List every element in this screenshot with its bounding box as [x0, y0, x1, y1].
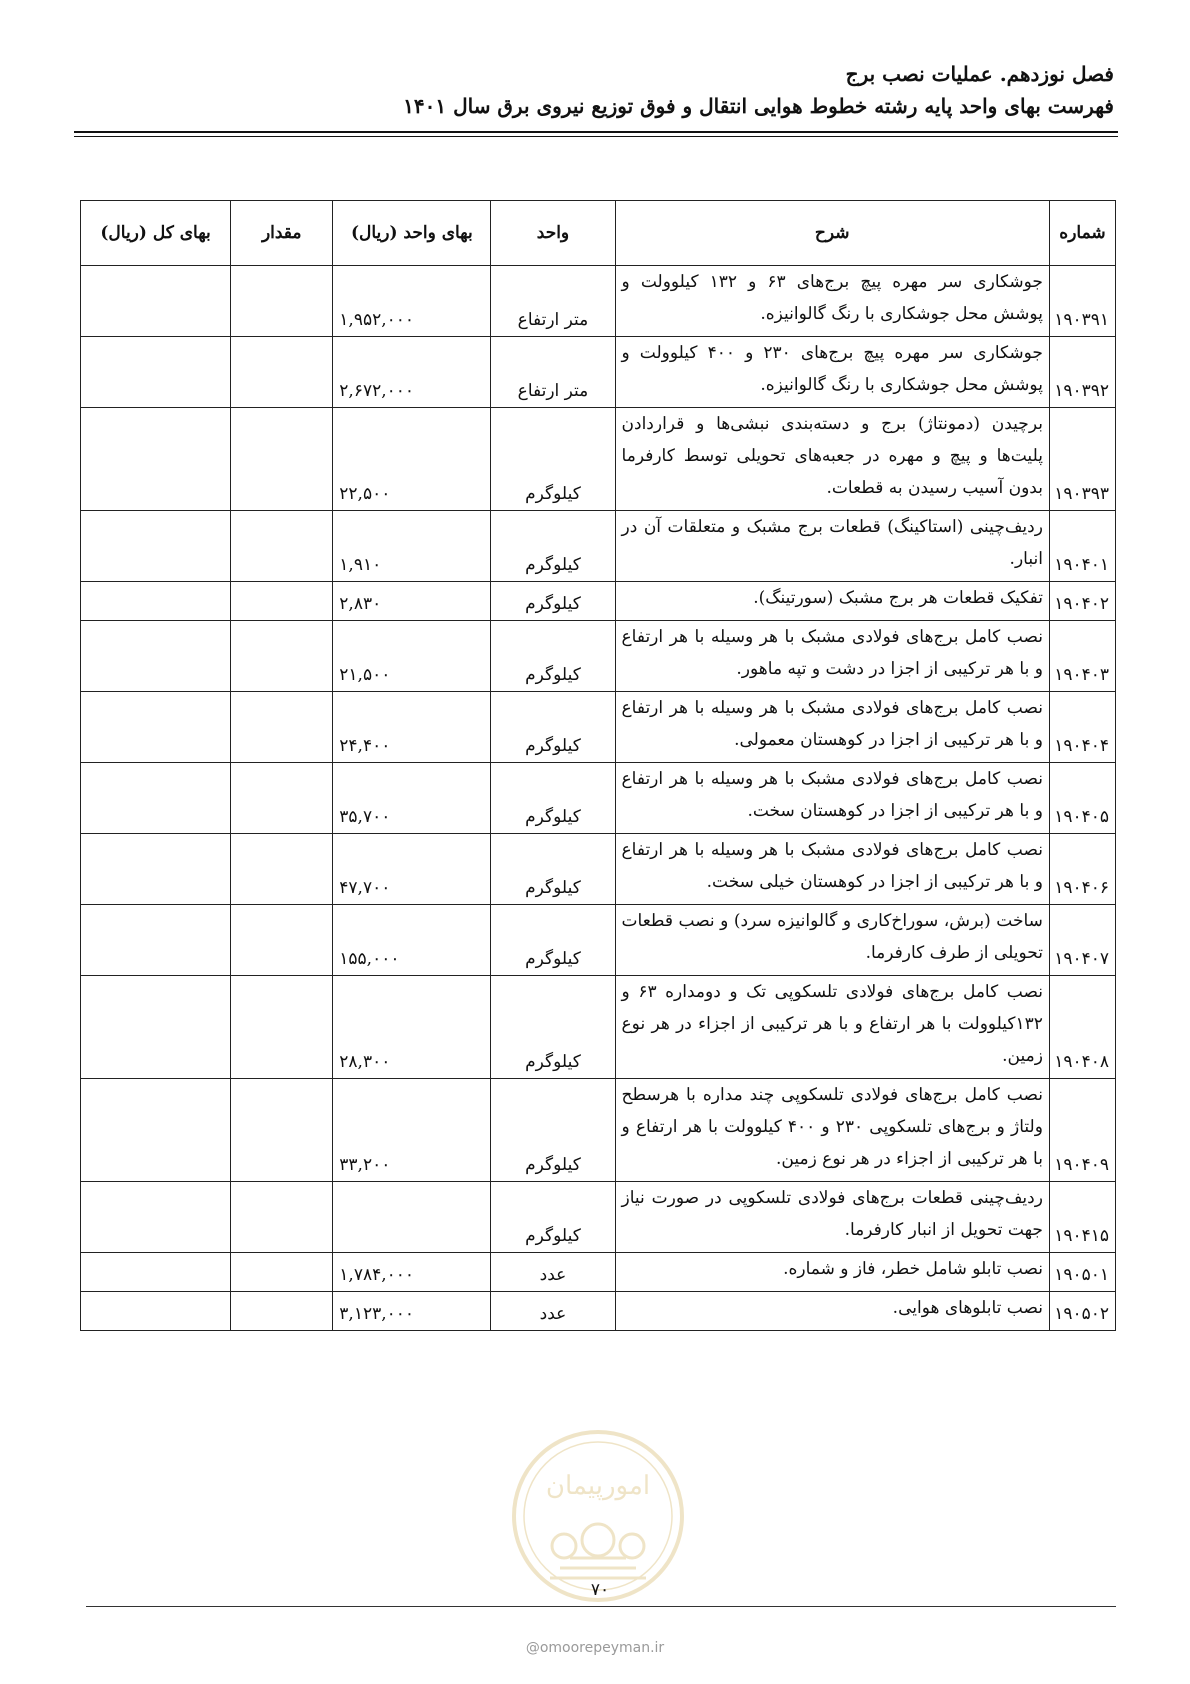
row-description: نصب تابلو شامل خطر، فاز و شماره. — [615, 1253, 1049, 1292]
row-unit: کیلوگرم — [491, 834, 615, 905]
row-unit-price: ۱,۹۱۰ — [333, 511, 491, 582]
table-row — [81, 1253, 1116, 1292]
row-quantity — [231, 1079, 333, 1182]
row-quantity — [231, 905, 333, 976]
price-table — [80, 200, 1116, 1331]
row-total-price — [81, 337, 231, 408]
row-unit-price: ۲۱,۵۰۰ — [333, 621, 491, 692]
row-unit-price: ۳۳,۲۰۰ — [333, 1079, 491, 1182]
row-unit: کیلوگرم — [491, 763, 615, 834]
row-unit-price: ۲۸,۳۰۰ — [333, 976, 491, 1079]
row-code: ۱۹۰۴۰۷ — [1049, 905, 1115, 976]
table-row — [81, 692, 1116, 763]
chapter-title: فصل نوزدهم. عملیات نصب برج — [845, 62, 1114, 86]
table-row — [81, 511, 1116, 582]
footer-rule — [86, 1606, 1116, 1607]
row-unit: کیلوگرم — [491, 511, 615, 582]
row-total-price — [81, 408, 231, 511]
table-row — [81, 763, 1116, 834]
row-code: ۱۹۰۴۰۵ — [1049, 763, 1115, 834]
row-code: ۱۹۰۴۰۶ — [1049, 834, 1115, 905]
row-total-price — [81, 905, 231, 976]
row-description: ساخت (برش، سوراخ‌کاری و گالوانیزه سرد) و نصب قطعات تحویلی از طرف کارفرما. — [615, 905, 1049, 976]
watermark-text: امورپیمان — [545, 1471, 651, 1501]
table-header-row — [81, 201, 1116, 266]
row-total-price — [81, 1292, 231, 1331]
row-total-price — [81, 621, 231, 692]
row-total-price — [81, 692, 231, 763]
row-total-price — [81, 582, 231, 621]
row-description: جوشکاری سر مهره پیچ برج‌های ۶۳ و ۱۳۲ کیلوولت و پوشش محل جوشکاری با رنگ گالوانیزه. — [615, 266, 1049, 337]
header-price: بهای واحد (ریال) — [333, 201, 491, 266]
row-description: نصب تابلوهای هوایی. — [615, 1292, 1049, 1331]
row-quantity — [231, 1182, 333, 1253]
row-total-price — [81, 511, 231, 582]
header-rule-thin — [74, 136, 1118, 137]
row-code: ۱۹۰۴۰۴ — [1049, 692, 1115, 763]
row-quantity — [231, 763, 333, 834]
row-unit-price: ۳۵,۷۰۰ — [333, 763, 491, 834]
row-total-price — [81, 1253, 231, 1292]
header-total: بهای کل (ریال) — [81, 201, 231, 266]
row-unit-price: ۲۴,۴۰۰ — [333, 692, 491, 763]
row-unit: کیلوگرم — [491, 1079, 615, 1182]
table-row — [81, 582, 1116, 621]
row-unit: کیلوگرم — [491, 582, 615, 621]
row-description: نصب کامل برج‌های فولادی مشبک با هر وسیله با هر ارتفاع و با هر ترکیبی از اجزا در دشت و تپه ماهور. — [615, 621, 1049, 692]
page-header — [74, 58, 1114, 122]
watermark-logo-icon — [510, 1428, 686, 1604]
page-number: ۷۰ — [590, 1580, 610, 1600]
row-quantity — [231, 511, 333, 582]
row-total-price — [81, 763, 231, 834]
row-unit-price: ۱۵۵,۰۰۰ — [333, 905, 491, 976]
table-row — [81, 1079, 1116, 1182]
row-unit-price: ۱,۹۵۲,۰۰۰ — [333, 266, 491, 337]
row-total-price — [81, 266, 231, 337]
row-description: جوشکاری سر مهره پیچ برج‌های ۲۳۰ و ۴۰۰ کیلوولت و پوشش محل جوشکاری با رنگ گالوانیزه. — [615, 337, 1049, 408]
table-row — [81, 621, 1116, 692]
header-code: شماره — [1049, 201, 1115, 266]
row-quantity — [231, 337, 333, 408]
table-row — [81, 408, 1116, 511]
row-unit: متر ارتفاع — [491, 337, 615, 408]
row-code: ۱۹۰۳۹۳ — [1049, 408, 1115, 511]
row-description: نصب کامل برج‌های فولادی مشبک با هر وسیله با هر ارتفاع و با هر ترکیبی از اجزا در کوهستان خیلی سخت. — [615, 834, 1049, 905]
row-unit-price — [333, 1182, 491, 1253]
row-unit-price: ۴۷,۷۰۰ — [333, 834, 491, 905]
row-unit-price: ۲,۶۷۲,۰۰۰ — [333, 337, 491, 408]
row-quantity — [231, 582, 333, 621]
table-row — [81, 976, 1116, 1079]
row-unit: متر ارتفاع — [491, 266, 615, 337]
row-description: نصب کامل برج‌های فولادی مشبک با هر وسیله با هر ارتفاع و با هر ترکیبی از اجزا در کوهستان معمولی. — [615, 692, 1049, 763]
site-watermark: @omoorepeyman.ir — [525, 1640, 665, 1656]
row-description: تفکیک قطعات هر برج مشبک (سورتینگ). — [615, 582, 1049, 621]
row-unit: کیلوگرم — [491, 621, 615, 692]
row-quantity — [231, 1292, 333, 1331]
table-row — [81, 834, 1116, 905]
table-row — [81, 905, 1116, 976]
row-code: ۱۹۰۵۰۱ — [1049, 1253, 1115, 1292]
row-code: ۱۹۰۴۰۳ — [1049, 621, 1115, 692]
row-total-price — [81, 1182, 231, 1253]
row-description: ردیف‌چینی (استاکینگ) قطعات برج مشبک و متعلقات آن در انبار. — [615, 511, 1049, 582]
table-row — [81, 1182, 1116, 1253]
row-description: نصب کامل برج‌های فولادی تلسکوپی تک و دومداره ۶۳ و ۱۳۲کیلوولت با هر ارتفاع و با هر ترکیبی از اجزاء در هر نوع زمین. — [615, 976, 1049, 1079]
row-total-price — [81, 1079, 231, 1182]
row-unit: کیلوگرم — [491, 408, 615, 511]
header-unit: واحد — [491, 201, 615, 266]
row-unit-price: ۱,۷۸۴,۰۰۰ — [333, 1253, 491, 1292]
row-description: نصب کامل برج‌های فولادی مشبک با هر وسیله با هر ارتفاع و با هر ترکیبی از اجزا در کوهستان سخت. — [615, 763, 1049, 834]
row-quantity — [231, 1253, 333, 1292]
table-row — [81, 266, 1116, 337]
row-code: ۱۹۰۴۰۹ — [1049, 1079, 1115, 1182]
row-code: ۱۹۰۳۹۲ — [1049, 337, 1115, 408]
table-body — [81, 266, 1116, 1331]
row-unit: کیلوگرم — [491, 976, 615, 1079]
row-unit: عدد — [491, 1292, 615, 1331]
table-row — [81, 337, 1116, 408]
row-quantity — [231, 976, 333, 1079]
row-quantity — [231, 692, 333, 763]
row-code: ۱۹۰۵۰۲ — [1049, 1292, 1115, 1331]
row-quantity — [231, 621, 333, 692]
table-row — [81, 1292, 1116, 1331]
row-description: ردیف‌چینی قطعات برج‌های فولادی تلسکوپی در صورت نیاز جهت تحویل از انبار کارفرما. — [615, 1182, 1049, 1253]
row-quantity — [231, 408, 333, 511]
row-quantity — [231, 266, 333, 337]
document-subtitle: فهرست بهای واحد پایه رشته خطوط هوایی انتقال و فوق توزیع نیروی برق سال ۱۴۰۱ — [403, 94, 1114, 118]
row-unit-price: ۲,۸۳۰ — [333, 582, 491, 621]
row-unit-price: ۲۲,۵۰۰ — [333, 408, 491, 511]
row-total-price — [81, 834, 231, 905]
row-code: ۱۹۰۴۰۸ — [1049, 976, 1115, 1079]
row-unit: عدد — [491, 1253, 615, 1292]
row-unit: کیلوگرم — [491, 692, 615, 763]
row-description: برچیدن (دمونتاژ) برج و دسته‌بندی نبشی‌ها و قراردادن پلیت‌ها و پیچ و مهره در جعبه‌های تحویلی توسط کارفرما بدون آسیب رسیدن به قطعات. — [615, 408, 1049, 511]
header-rule-thick — [74, 131, 1118, 133]
row-description: نصب کامل برج‌های فولادی تلسکوپی چند مداره با هرسطح ولتاژ و برج‌های تلسکوپی ۲۳۰ و ۴۰۰ کیلوولت با هر ارتفاع و با هر ترکیبی از اجزاء در هر نوع زمین. — [615, 1079, 1049, 1182]
row-quantity — [231, 834, 333, 905]
row-unit-price: ۳,۱۲۳,۰۰۰ — [333, 1292, 491, 1331]
row-unit: کیلوگرم — [491, 905, 615, 976]
header-qty: مقدار — [231, 201, 333, 266]
row-code: ۱۹۰۴۰۱ — [1049, 511, 1115, 582]
header-desc: شرح — [615, 201, 1049, 266]
row-code: ۱۹۰۴۰۲ — [1049, 582, 1115, 621]
row-unit: کیلوگرم — [491, 1182, 615, 1253]
row-total-price — [81, 976, 231, 1079]
row-code: ۱۹۰۴۱۵ — [1049, 1182, 1115, 1253]
row-code: ۱۹۰۳۹۱ — [1049, 266, 1115, 337]
